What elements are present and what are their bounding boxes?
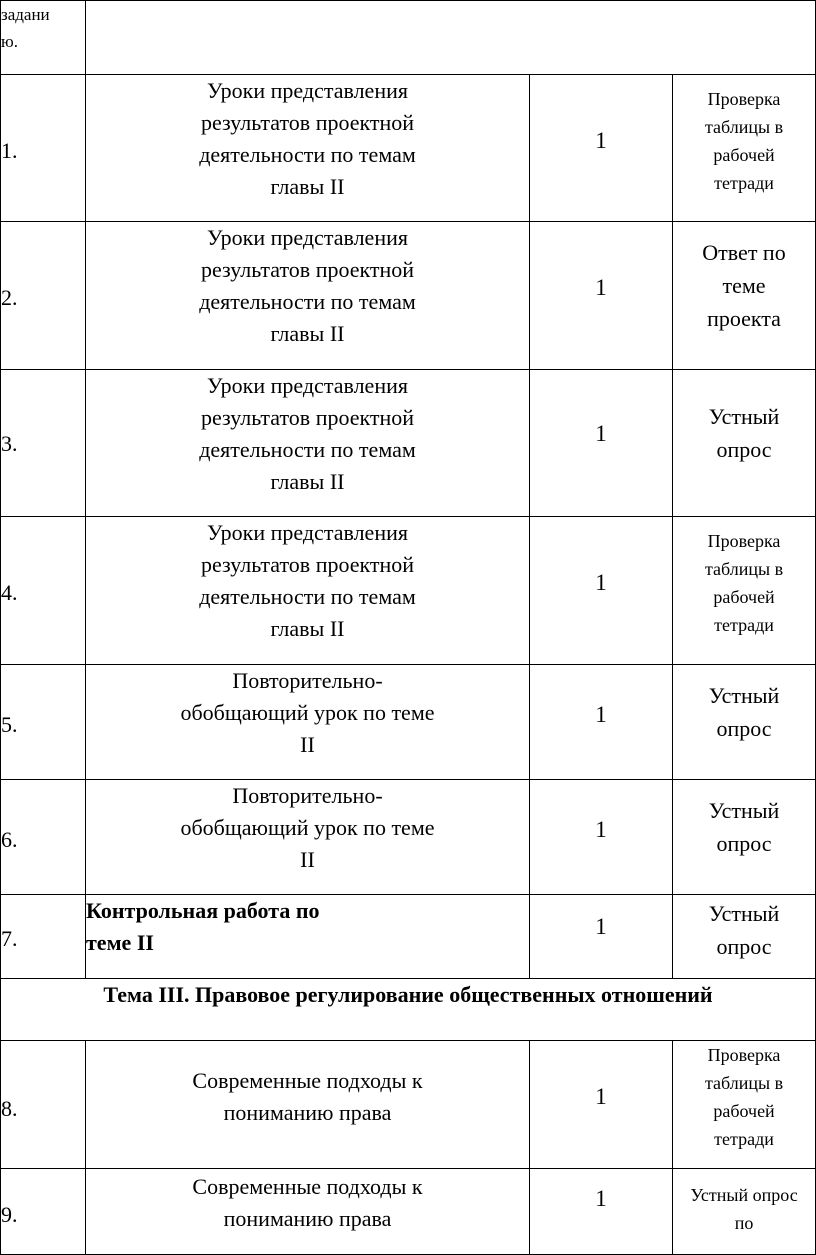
topic-line: результатов проектной [200, 552, 415, 577]
form-line: опрос [716, 934, 772, 959]
topic-line: Современные подходы к [192, 1068, 423, 1093]
form-line: Проверка [707, 1045, 781, 1065]
table-row [1, 1169, 816, 1255]
table-row [1, 222, 816, 370]
form-line: таблицы в [704, 117, 784, 137]
topic-line: главы II [270, 616, 345, 641]
form-line: Устный опрос [690, 1185, 798, 1205]
topic-line: Уроки представления [207, 225, 408, 250]
row-topic [86, 222, 530, 370]
form-line: тетради [714, 1129, 774, 1149]
row-topic [86, 895, 530, 979]
form-line: проекта [707, 306, 781, 331]
row-number: 3. [1, 370, 86, 517]
topic-line: теме II [86, 930, 154, 955]
form-line: Проверка [707, 89, 781, 109]
topic-line: главы II [270, 469, 345, 494]
row-control-form [673, 222, 816, 370]
row-control-form [673, 517, 816, 665]
form-line: теме [722, 273, 766, 298]
header-label-line: ю. [1, 32, 18, 51]
row-topic [86, 75, 530, 222]
table-row [1, 370, 816, 517]
topic-line: Уроки представления [207, 78, 408, 103]
form-line: Устный [708, 404, 780, 429]
row-topic [86, 1169, 530, 1255]
row-control-form [673, 1169, 816, 1255]
topic-line: деятельности по темам [199, 289, 416, 314]
row-topic [86, 517, 530, 665]
row-topic [86, 370, 530, 517]
row-hours: 1 [530, 780, 673, 895]
row-hours: 1 [530, 75, 673, 222]
row-number: 7. [1, 895, 86, 979]
form-line: опрос [716, 437, 772, 462]
table-row [1, 895, 816, 979]
row-hours: 1 [530, 222, 673, 370]
topic-line: Контрольная работа по [86, 898, 320, 923]
form-line: Проверка [707, 531, 781, 551]
row-control-form [673, 895, 816, 979]
row-hours: 1 [530, 895, 673, 979]
topic-line: Современные подходы к [192, 1174, 423, 1199]
row-control-form [673, 780, 816, 895]
row-topic [86, 780, 530, 895]
form-line: Устный [708, 798, 780, 823]
topic-line: результатов проектной [200, 110, 415, 135]
table-row [1, 1041, 816, 1169]
table-row [1, 665, 816, 780]
form-line: рабочей [713, 587, 775, 607]
topic-line: деятельности по темам [199, 437, 416, 462]
topic-line: пониманию права [223, 1206, 392, 1231]
topic-line: II [300, 732, 315, 757]
row-hours: 1 [530, 1041, 673, 1169]
table-row [1, 780, 816, 895]
row-hours: 1 [530, 665, 673, 780]
table-row [1, 517, 816, 665]
row-number: 8. [1, 1041, 86, 1169]
topic-line: пониманию права [223, 1100, 392, 1125]
form-line: тетради [714, 615, 774, 635]
form-line: Ответ по [702, 240, 786, 265]
topic-line: Повторительно- [232, 783, 383, 808]
form-line: опрос [716, 831, 772, 856]
topic-line: главы II [270, 174, 345, 199]
section-row [1, 979, 816, 1041]
topic-line: результатов проектной [200, 257, 415, 282]
topic-line: Уроки представления [207, 520, 408, 545]
row-number: 9. [1, 1169, 86, 1255]
row-number: 4. [1, 517, 86, 665]
row-hours: 1 [530, 1169, 673, 1255]
topic-line: результатов проектной [200, 405, 415, 430]
form-line: опрос [716, 716, 772, 741]
header-label-line: задани [1, 5, 50, 24]
row-number: 2. [1, 222, 86, 370]
topic-line: главы II [270, 321, 345, 346]
row-hours: 1 [530, 370, 673, 517]
form-line: таблицы в [704, 1073, 784, 1093]
row-number: 5. [1, 665, 86, 780]
table-header-row [1, 1, 816, 75]
row-control-form [673, 665, 816, 780]
form-line: по [734, 1213, 754, 1233]
topic-line: Уроки представления [207, 373, 408, 398]
topic-line: обобщающий урок по теме [180, 815, 435, 840]
topic-line: обобщающий урок по теме [180, 700, 435, 725]
topic-line: Повторительно- [232, 668, 383, 693]
row-control-form [673, 370, 816, 517]
row-number: 6. [1, 780, 86, 895]
header-cell [1, 1, 86, 75]
header-empty-cell [86, 1, 816, 75]
topic-line: деятельности по темам [199, 584, 416, 609]
topic-line: II [300, 847, 315, 872]
row-number: 1. [1, 75, 86, 222]
section-title: Тема III. Правовое регулирование общественных отношений [1, 979, 816, 1041]
form-line: таблицы в [704, 559, 784, 579]
topic-line: деятельности по темам [199, 142, 416, 167]
form-line: тетради [714, 173, 774, 193]
row-hours: 1 [530, 517, 673, 665]
table-row [1, 75, 816, 222]
form-line: Устный [708, 683, 780, 708]
row-topic [86, 665, 530, 780]
form-line: рабочей [713, 1101, 775, 1121]
form-line: рабочей [713, 145, 775, 165]
row-topic [86, 1041, 530, 1169]
form-line: Устный [708, 901, 780, 926]
row-control-form [673, 75, 816, 222]
row-control-form [673, 1041, 816, 1169]
